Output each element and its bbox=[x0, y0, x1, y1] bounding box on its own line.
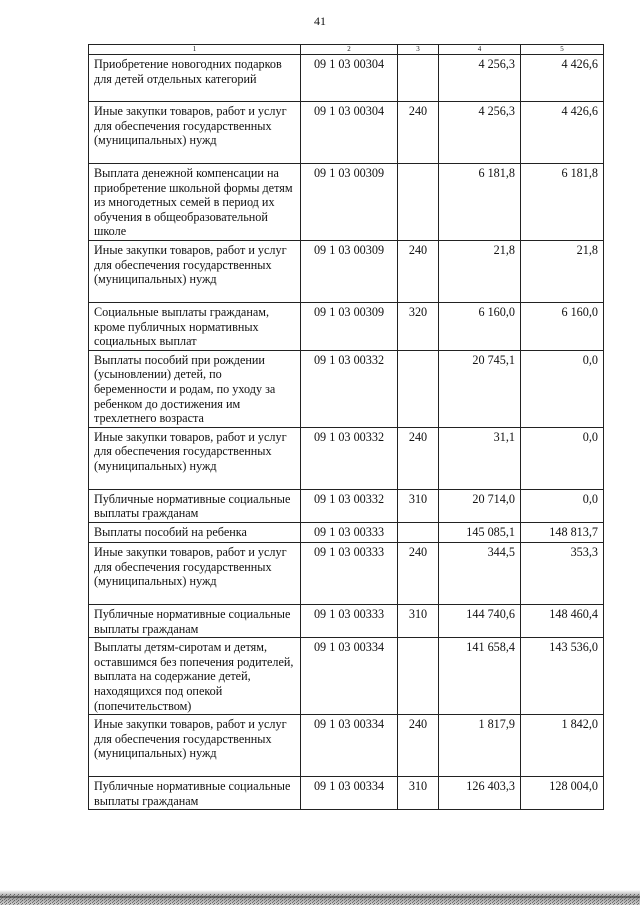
expense-type bbox=[398, 522, 439, 542]
amount-year-2: 0,0 bbox=[521, 350, 604, 427]
amount-year-2: 4 426,6 bbox=[521, 55, 604, 102]
table-row bbox=[89, 777, 604, 810]
target-code: 09 1 03 00304 bbox=[301, 102, 398, 164]
amount-year-1: 141 658,4 bbox=[439, 638, 521, 715]
target-code: 09 1 03 00309 bbox=[301, 303, 398, 351]
budget-table bbox=[88, 44, 604, 810]
table-row bbox=[89, 164, 604, 241]
amount-year-2: 1 842,0 bbox=[521, 715, 604, 777]
table-row bbox=[89, 604, 604, 637]
item-name: Публичные нормативные социальные выплаты гражданам bbox=[89, 604, 301, 637]
item-name: Иные закупки товаров, работ и услуг для обеспечения государственных (муниципальных) нужд bbox=[89, 542, 301, 604]
amount-year-1: 4 256,3 bbox=[439, 102, 521, 164]
amount-year-2: 21,8 bbox=[521, 241, 604, 303]
amount-year-1: 6 181,8 bbox=[439, 164, 521, 241]
amount-year-2: 128 004,0 bbox=[521, 777, 604, 810]
target-code: 09 1 03 00309 bbox=[301, 164, 398, 241]
target-code: 09 1 03 00333 bbox=[301, 542, 398, 604]
target-code: 09 1 03 00333 bbox=[301, 522, 398, 542]
table-row bbox=[89, 522, 604, 542]
table-row bbox=[89, 542, 604, 604]
expense-type: 240 bbox=[398, 241, 439, 303]
amount-year-2: 4 426,6 bbox=[521, 102, 604, 164]
item-name: Выплата денежной компенсации на приобретение школьной формы детям из многодетных семей в период их обучения в общеобразовательной школе bbox=[89, 164, 301, 241]
expense-type: 310 bbox=[398, 604, 439, 637]
expense-type: 310 bbox=[398, 489, 439, 522]
expense-type: 240 bbox=[398, 542, 439, 604]
table-row bbox=[89, 427, 604, 489]
table-row bbox=[89, 303, 604, 351]
amount-year-1: 21,8 bbox=[439, 241, 521, 303]
table-row bbox=[89, 55, 604, 102]
expense-type: 240 bbox=[398, 715, 439, 777]
target-code: 09 1 03 00334 bbox=[301, 638, 398, 715]
expense-type bbox=[398, 350, 439, 427]
amount-year-2: 148 460,4 bbox=[521, 604, 604, 637]
item-name: Выплаты пособий при рождении (усыновлении) детей, по беременности и родам, по уходу за ребенком до достижения им трехлетнего возраста bbox=[89, 350, 301, 427]
amount-year-2: 6 181,8 bbox=[521, 164, 604, 241]
expense-type bbox=[398, 55, 439, 102]
amount-year-1: 344,5 bbox=[439, 542, 521, 604]
amount-year-1: 145 085,1 bbox=[439, 522, 521, 542]
header-cell-1: 1 bbox=[89, 45, 301, 55]
amount-year-2: 6 160,0 bbox=[521, 303, 604, 351]
target-code: 09 1 03 00334 bbox=[301, 777, 398, 810]
expense-type: 310 bbox=[398, 777, 439, 810]
target-code: 09 1 03 00333 bbox=[301, 604, 398, 637]
item-name: Иные закупки товаров, работ и услуг для обеспечения государственных (муниципальных) нужд bbox=[89, 102, 301, 164]
amount-year-1: 4 256,3 bbox=[439, 55, 521, 102]
table-row bbox=[89, 715, 604, 777]
amount-year-2: 143 536,0 bbox=[521, 638, 604, 715]
expense-type bbox=[398, 638, 439, 715]
amount-year-1: 126 403,3 bbox=[439, 777, 521, 810]
table-row bbox=[89, 102, 604, 164]
expense-type: 240 bbox=[398, 102, 439, 164]
header-cell-3: 3 bbox=[398, 45, 439, 55]
item-name: Иные закупки товаров, работ и услуг для обеспечения государственных (муниципальных) нужд bbox=[89, 715, 301, 777]
amount-year-2: 0,0 bbox=[521, 489, 604, 522]
amount-year-2: 0,0 bbox=[521, 427, 604, 489]
amount-year-1: 20 714,0 bbox=[439, 489, 521, 522]
target-code: 09 1 03 00334 bbox=[301, 715, 398, 777]
item-name: Выплаты детям-сиротам и детям, оставшимся без попечения родителей, выплата на содержание детей, находящихся под опекой (попечительством) bbox=[89, 638, 301, 715]
target-code: 09 1 03 00332 bbox=[301, 489, 398, 522]
table-row bbox=[89, 489, 604, 522]
table-row bbox=[89, 638, 604, 715]
expense-type: 320 bbox=[398, 303, 439, 351]
item-name: Иные закупки товаров, работ и услуг для обеспечения государственных (муниципальных) нужд bbox=[89, 427, 301, 489]
header-row bbox=[89, 45, 604, 55]
item-name: Выплаты пособий на ребенка bbox=[89, 522, 301, 542]
target-code: 09 1 03 00309 bbox=[301, 241, 398, 303]
page-number: 41 bbox=[314, 14, 326, 28]
amount-year-2: 353,3 bbox=[521, 542, 604, 604]
header-cell-5: 5 bbox=[521, 45, 604, 55]
amount-year-1: 1 817,9 bbox=[439, 715, 521, 777]
target-code: 09 1 03 00332 bbox=[301, 350, 398, 427]
amount-year-1: 31,1 bbox=[439, 427, 521, 489]
target-code: 09 1 03 00332 bbox=[301, 427, 398, 489]
amount-year-2: 148 813,7 bbox=[521, 522, 604, 542]
expense-type bbox=[398, 164, 439, 241]
amount-year-1: 6 160,0 bbox=[439, 303, 521, 351]
item-name: Приобретение новогодних подарков для детей отдельных категорий bbox=[89, 55, 301, 102]
header-cell-2: 2 bbox=[301, 45, 398, 55]
target-code: 09 1 03 00304 bbox=[301, 55, 398, 102]
expense-type: 240 bbox=[398, 427, 439, 489]
table-row bbox=[89, 350, 604, 427]
scan-noise-band bbox=[0, 884, 640, 905]
item-name: Публичные нормативные социальные выплаты гражданам bbox=[89, 777, 301, 810]
item-name: Публичные нормативные социальные выплаты гражданам bbox=[89, 489, 301, 522]
item-name: Иные закупки товаров, работ и услуг для обеспечения государственных (муниципальных) нужд bbox=[89, 241, 301, 303]
table-row bbox=[89, 241, 604, 303]
amount-year-1: 20 745,1 bbox=[439, 350, 521, 427]
header-cell-4: 4 bbox=[439, 45, 521, 55]
item-name: Социальные выплаты гражданам, кроме публичных нормативных социальных выплат bbox=[89, 303, 301, 351]
amount-year-1: 144 740,6 bbox=[439, 604, 521, 637]
